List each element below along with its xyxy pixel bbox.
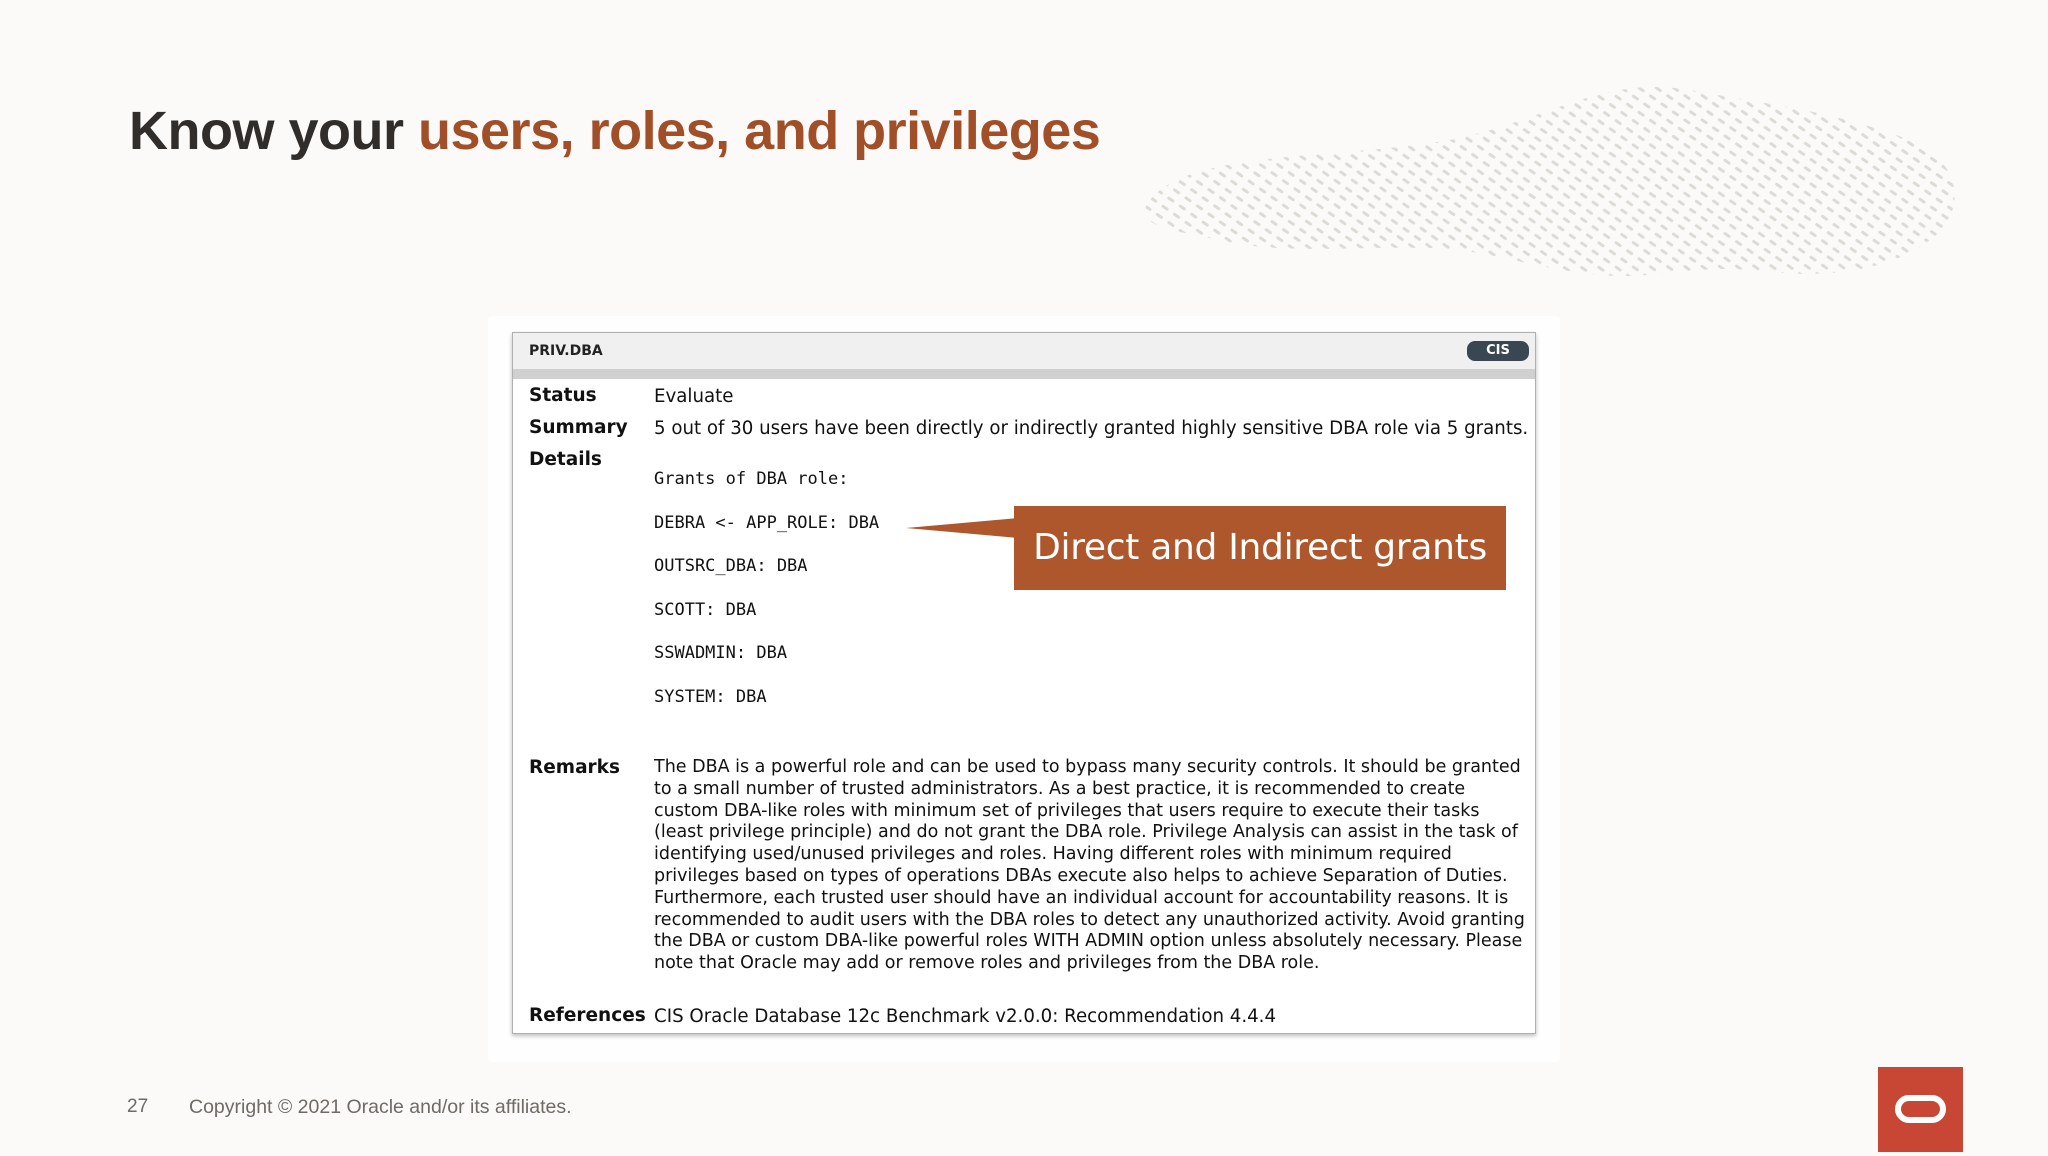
callout-pointer-icon [906,516,1018,540]
slide-title [129,100,1100,162]
oracle-logo-icon [1878,1067,1963,1152]
remarks-text: The DBA is a powerful role and can be used to bypass many security controls. It should be granted to a small number of trusted administrators. As a best practice, it is recommended to create custom DBA-like roles with minimum set of privileges that users require to execute their tasks (least privilege principle) and do not grant the DBA role. Privilege Analysis can assist in the task of identifying used/unused privileges and roles. Having different roles with minimum required privileges based on types of operations DBAs execute also helps to achieve Separation of Duties. Furthermore, each trusted user should have an individual account for accountability reasons. It is recommended to audit users with the DBA roles to detect any unauthorized activity. Avoid granting the DBA or custom DBA-like powerful roles WITH ADMIN option unless absolutely necessary. Please note that Oracle may add or remove roles and privileges from the DBA role. [654,757,1525,974]
callout-box: Direct and Indirect grants [1014,506,1506,590]
details-heading: Grants of DBA role: [654,469,849,489]
grant-item: DEBRA <- APP_ROLE: DBA [654,513,880,533]
grant-item: SYSTEM: DBA [654,687,767,707]
cis-badge: CIS [1467,341,1529,361]
assessment-report-panel [512,332,1536,1034]
references-value: CIS Oracle Database 12c Benchmark v2.0.0: Recommendation 4.4.4 [654,1006,1277,1027]
summary-value: 5 out of 30 users have been directly or indirectly granted highly sensitive DBA role via 5 grants. [654,418,1529,439]
status-value: Evaluate [654,386,734,407]
status-label: Status [529,385,597,406]
grant-item: SSWADMIN: DBA [654,643,788,663]
summary-label: Summary [529,417,628,438]
references-label: References [529,1005,646,1026]
title-prefix: Know your [129,101,418,161]
remarks-label: Remarks [529,757,620,778]
decorative-pattern-graphic [1130,80,1970,300]
grant-item: SCOTT: DBA [654,600,757,620]
details-label: Details [529,449,602,470]
report-header [513,333,1535,379]
grant-item: OUTSRC_DBA: DBA [654,556,808,576]
copyright-text: Copyright © 2021 Oracle and/or its affiliates. [189,1096,572,1118]
report-id: PRIV.DBA [529,343,603,359]
title-accent: users, roles, and privileges [418,101,1101,161]
page-number: 27 [127,1096,149,1117]
